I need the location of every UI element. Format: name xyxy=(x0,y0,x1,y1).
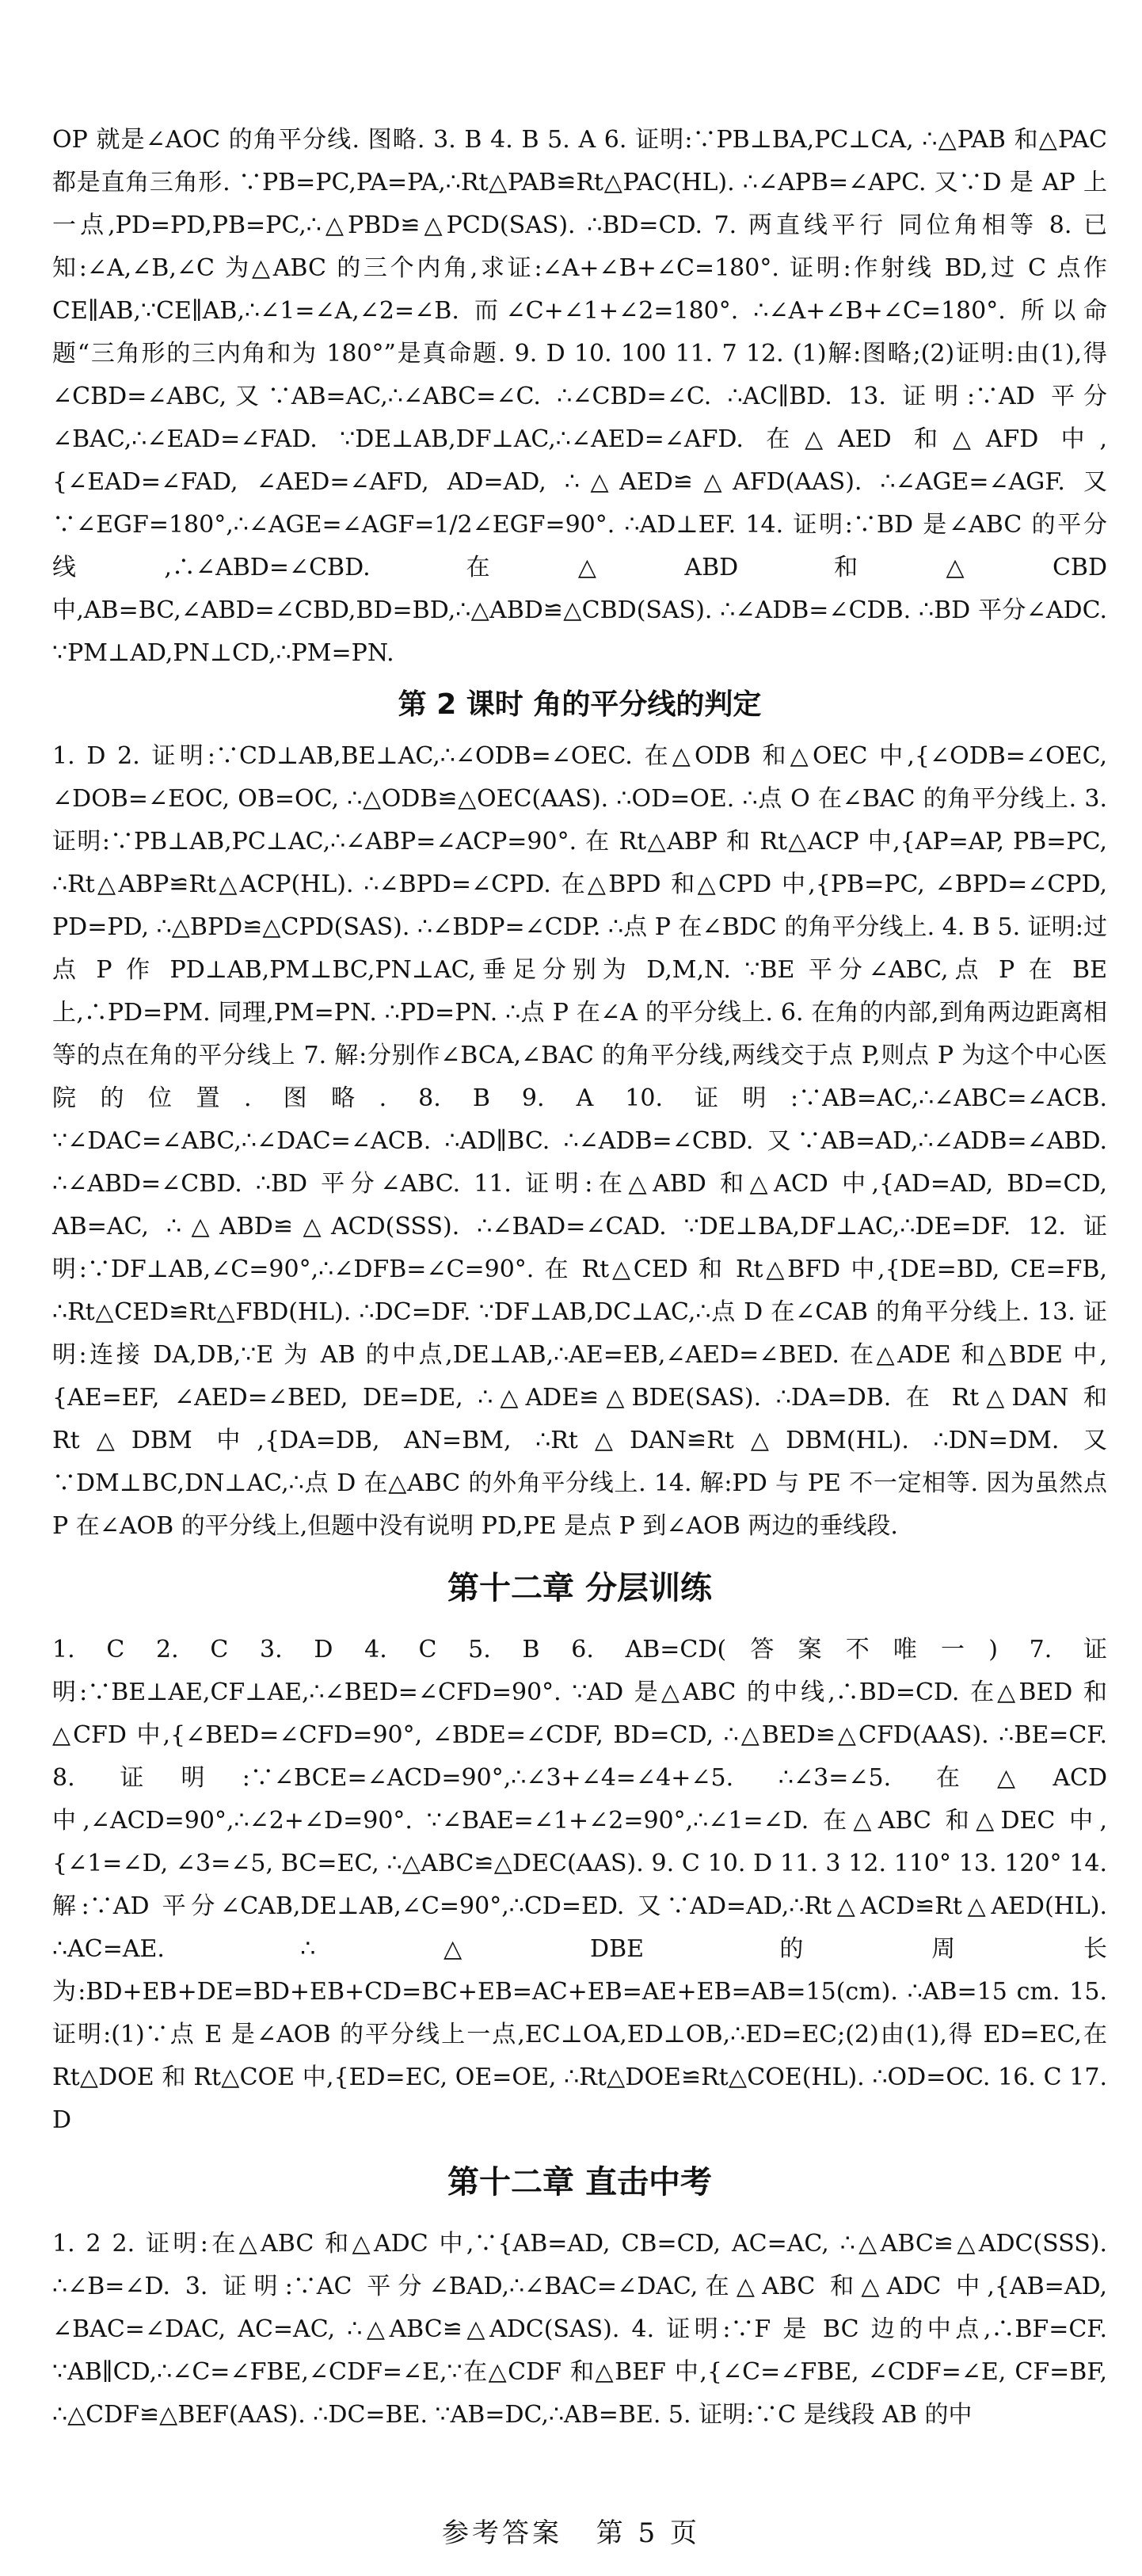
page-number: 第 5 页 xyxy=(596,2517,701,2549)
answer-paragraph-2: 1. D 2. 证明:∵CD⊥AB,BE⊥AC,∴∠ODB=∠OEC. 在△ODB 和△OEC 中,{∠ODB=∠OEC, ∠DOB=∠EOC, OB=OC, ∴△ODB≌△OEC(AAS). ∴OD=OE. ∴点 O 在∠BAC 的角平分线上. 3. 证明:∵PB⊥AB,PC⊥AC,∴∠ABP=∠ACP=90°. 在 Rt△ABP 和 Rt△ACP 中,{AP=AP, PB=PC, ∴Rt△ABP≌Rt△ACP(HL). ∴∠BPD=∠CPD. 在△BPD 和△CPD 中,{PB=PC, ∠BPD=∠CPD, PD=PD, ∴△BPD≌△CPD(SAS). ∴∠BDP=∠CDP. ∴点 P 在∠BDC 的角平分线上. 4. B 5. 证明:过点 P 作 PD⊥AB,PM⊥BC,PN⊥AC,垂足分别为 D,M,N. ∵BE 平分∠ABC,点 P 在 BE 上,∴PD=PM. 同理,PM=PN. ∴PD=PN. ∴点 P 在∠A 的平分线上. 6. 在角的内部,到角两边距离相等的点在角的平分线上 7. 解:分别作∠BCA,∠BAC 的角平分线,两线交于点 P,则点 P 为这个中心医院的位置. 图略. 8. B 9. A 10. 证明:∵AB=AC,∴∠ABC=∠ACB. ∵∠DAC=∠ABC,∴∠DAC=∠ACB. ∴AD∥BC. ∴∠ADB=∠CBD. 又∵AB=AD,∴∠ADB=∠ABD. ∴∠ABD=∠CBD. ∴BD 平分∠ABC. 11. 证明:在△ABD 和△ACD 中,{AD=AD, BD=CD, AB=AC, ∴△ABD≌△ACD(SSS). ∴∠BAD=∠CAD. ∵DE⊥BA,DF⊥AC,∴DE=DF. 12. 证明:∵DF⊥AB,∠C=90°,∴∠DFB=∠C=90°. 在 Rt△CED 和 Rt△BFD 中,{DE=BD, CE=FB, ∴Rt△CED≌Rt△FBD(HL). ∴DC=DF. ∵DF⊥AB,DC⊥AC,∴点 D 在∠CAB 的角平分线上. 13. 证明:连接 DA,DB,∵E 为 AB 的中点,DE⊥AB,∴AE=EB,∠AED=∠BED. 在△ADE 和△BDE 中,{AE=EF, ∠AED=∠BED, DE=DE, ∴△ADE≌△BDE(SAS). ∴DA=DB. 在 Rt△DAN 和 Rt△DBM 中,{DA=DB, AN=BM, ∴Rt△DAN≌Rt△DBM(HL). ∴DN=DM. 又∵DM⊥BC,DN⊥AC,∴点 D 在△ABC 的外角平分线上. 14. 解:PD 与 PE 不一定相等. 因为虽然点 P 在∠AOB 的平分线上,但题中没有说明 PD,PE 是点 P 到∠AOB 两边的垂线段. xyxy=(52,742,1107,1540)
chapter-heading-layered-training: 第十二章 分层训练 xyxy=(447,1570,712,1606)
page-footer xyxy=(0,2511,1142,2550)
section-heading-lesson-2: 第 2 课时 角的平分线的判定 xyxy=(398,688,762,721)
answer-paragraph-1: OP 就是∠AOC 的角平分线. 图略. 3. B 4. B 5. A 6. 证明:∵PB⊥BA,PC⊥CA, ∴△PAB 和△PAC 都是直角三角形. ∵PB=PC,PA=PA,∴Rt△PAB≌Rt△PAC(HL). ∴∠APB=∠APC. 又∵D 是 AP 上一点,PD=PD,PB=PC,∴△PBD≌△PCD(SAS). ∴BD=CD. 7. 两直线平行 同位角相等 8. 已知:∠A,∠B,∠C 为△ABC 的三个内角,求证:∠A+∠B+∠C=180°. 证明:作射线 BD,过 C 点作 CE∥AB,∵CE∥AB,∴∠1=∠A,∠2=∠B. 而∠C+∠1+∠2=180°. ∴∠A+∠B+∠C=180°. 所以命题“三角形的三内角和为 180°”是真命题. 9. D 10. 100 11. 7 12. (1)解:图略;(2)证明:由(1),得∠CBD=∠ABC,又∵AB=AC,∴∠ABC=∠C. ∴∠CBD=∠C. ∴AC∥BD. 13. 证明:∵AD 平分∠BAC,∴∠EAD=∠FAD. ∵DE⊥AB,DF⊥AC,∴∠AED=∠AFD. 在△AED 和△AFD 中,{∠EAD=∠FAD, ∠AED=∠AFD, AD=AD, ∴△AED≌△AFD(AAS). ∴∠AGE=∠AGF. 又∵∠EGF=180°,∴∠AGE=∠AGF=1/2∠EGF=90°. ∴AD⊥EF. 14. 证明:∵BD 是∠ABC 的平分线,∴∠ABD=∠CBD. 在△ABD 和△CBD 中,AB=BC,∠ABD=∠CBD,BD=BD,∴△ABD≌△CBD(SAS). ∴∠ADB=∠CDB. ∴BD 平分∠ADC. ∵PM⊥AD,PN⊥CD,∴PM=PN. xyxy=(52,126,1107,667)
answer-paragraph-3: 1. C 2. C 3. D 4. C 5. B 6. AB=CD(答案不唯一) 7. 证明:∵BE⊥AE,CF⊥AE,∴∠BED=∠CFD=90°. ∵AD 是△ABC 的中线,∴BD=CD. 在△BED 和△CFD 中,{∠BED=∠CFD=90°, ∠BDE=∠CDF, BD=CD, ∴△BED≌△CFD(AAS). ∴BE=CF. 8. 证明:∵∠BCE=∠ACD=90°,∴∠3+∠4=∠4+∠5. ∴∠3=∠5. 在△ACD 中,∠ACD=90°,∴∠2+∠D=90°. ∵∠BAE=∠1+∠2=90°,∴∠1=∠D. 在△ABC 和△DEC 中,{∠1=∠D, ∠3=∠5, BC=EC, ∴△ABC≌△DEC(AAS). 9. C 10. D 11. 3 12. 110° 13. 120° 14. 解:∵AD 平分∠CAB,DE⊥AB,∠C=90°,∴CD=ED. 又∵AD=AD,∴Rt△ACD≌Rt△AED(HL). ∴AC=AE. ∴△DBE 的周长为:BD+EB+DE=BD+EB+CD=BC+EB=AC+EB=AE+EB=AB=15(cm). ∴AB=15 cm. 15. 证明:(1)∵点 E 是∠AOB 的平分线上一点,EC⊥OA,ED⊥OB,∴ED=EC;(2)由(1),得 ED=EC,在 Rt△DOE 和 Rt△COE 中,{ED=EC, OE=OE, ∴Rt△DOE≌Rt△COE(HL). ∴OD=OC. 16. C 17. D xyxy=(52,1636,1107,2134)
chapter-heading-exam-practice: 第十二章 直击中考 xyxy=(447,2164,712,2201)
answer-paragraph-4: 1. 2 2. 证明:在△ABC 和△ADC 中,∵{AB=AD, CB=CD, AC=AC, ∴△ABC≌△ADC(SSS). ∴∠B=∠D. 3. 证明:∵AC 平分∠BAD,∴∠BAC=∠DAC,在△ABC 和△ADC 中,{AB=AD, ∠BAC=∠DAC, AC=AC, ∴△ABC≌△ADC(SAS). 4. 证明:∵F 是 BC 边的中点,∴BF=CF. ∵AB∥CD,∴∠C=∠FBE,∠CDF=∠E,∵在△CDF 和△BEF 中,{∠C=∠FBE, ∠CDF=∠E, CF=BF, ∴△CDF≌△BEF(AAS). ∴DC=BE. ∵AB=DC,∴AB=BE. 5. 证明:∵C 是线段 AB 的中 xyxy=(52,2230,1107,2429)
footer-title: 参考答案 xyxy=(441,2517,562,2549)
